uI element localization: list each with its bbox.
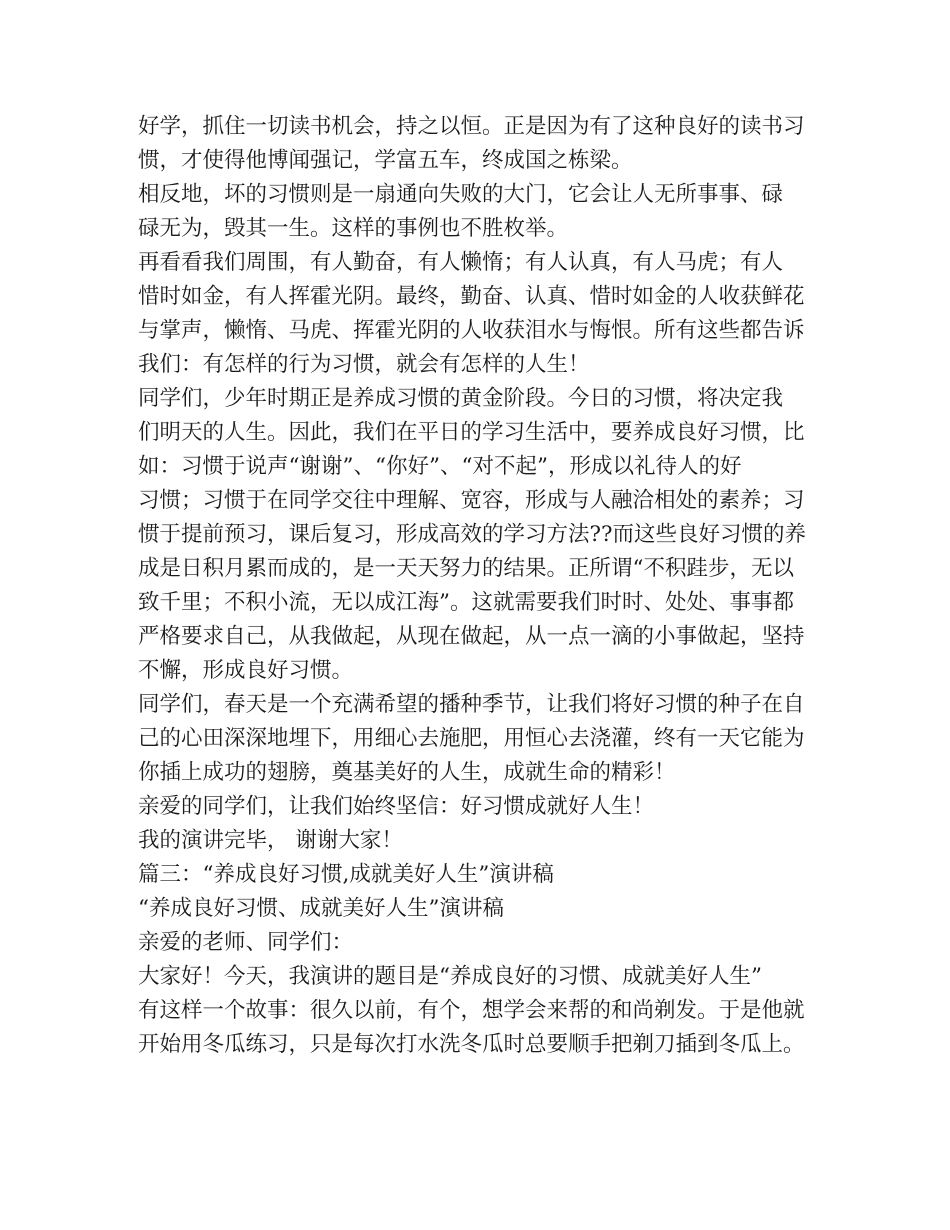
text-line: 你插上成功的翅膀，奠基美好的人生，成就生命的精彩！ bbox=[138, 760, 676, 785]
text-line: 惯于提前预习，课后复习，形成高效的学习方法??而这些良好习惯的养 bbox=[138, 522, 807, 547]
speech-title: “养成良好习惯、成就美好人生”演讲稿 bbox=[138, 896, 504, 921]
text-line: 同学们，春天是一个充满希望的播种季节，让我们将好习惯的种子在自 bbox=[138, 692, 805, 717]
text-line: 开始用冬瓜练习，只是每次打水洗冬瓜时总要顺手把剃刀插到冬瓜上。 bbox=[138, 1032, 805, 1057]
text-line: 大家好！今天，我演讲的题目是“养成良好的习惯、成就美好人生” bbox=[138, 964, 762, 989]
text-line: 如：习惯于说声“谢谢”、“你好”、“对不起”，形成以礼待人的好 bbox=[138, 454, 742, 479]
text-line: 我的演讲完毕， 谢谢大家！ bbox=[138, 828, 403, 853]
text-line: 己的心田深深地埋下，用细心去施肥，用恒心去浇灌，终有一天它能为 bbox=[138, 726, 805, 751]
text-line: 相反地，坏的习惯则是一扇通向失败的大门，它会让人无所事事、碌 bbox=[138, 182, 784, 207]
section-heading: 篇三：“养成良好习惯,成就美好人生”演讲稿 bbox=[138, 862, 554, 887]
text-line: 好学，抓住一切读书机会，持之以恒。正是因为有了这种良好的读书习 bbox=[138, 114, 805, 139]
text-line: 严格要求自己，从我做起，从现在做起，从一点一滴的小事做起，坚持 bbox=[138, 624, 805, 649]
text-line: 习惯；习惯于在同学交往中理解、宽容，形成与人融洽相处的素养；习 bbox=[138, 488, 805, 513]
text-line: 碌无为，毁其一生。这样的事例也不胜枚举。 bbox=[138, 216, 569, 241]
text-line: 致千里；不积小流，无以成江海”。这就需要我们时时、处处、事事都 bbox=[138, 590, 794, 615]
text-line: 惯，才使得他博闻强记，学富五车，终成国之栋梁。 bbox=[138, 148, 633, 173]
text-line: 与掌声，懒惰、马虎、挥霍光阴的人收获泪水与悔恨。所有这些都告诉 bbox=[138, 318, 805, 343]
text-line: 们明天的人生。因此，我们在平日的学习生活中，要养成良好习惯，比 bbox=[138, 420, 805, 445]
salutation: 亲爱的老师、同学们： bbox=[138, 930, 354, 955]
text-line: 成是日积月累而成的，是一天天努力的结果。正所谓“不积跬步，无以 bbox=[138, 556, 794, 581]
text-line: 惜时如金，有人挥霍光阴。最终，勤奋、认真、惜时如金的人收获鲜花 bbox=[138, 284, 805, 309]
text-line: 再看看我们周围，有人勤奋，有人懒惰；有人认真，有人马虎；有人 bbox=[138, 250, 784, 275]
document-body bbox=[138, 110, 818, 1062]
text-line: 同学们，少年时期正是养成习惯的黄金阶段。今日的习惯，将决定我 bbox=[138, 386, 784, 411]
text-line: 我们：有怎样的行为习惯，就会有怎样的人生！ bbox=[138, 352, 590, 377]
text-line: 亲爱的同学们，让我们始终坚信：好习惯成就好人生！ bbox=[138, 794, 655, 819]
text-line: 不懈，形成良好习惯。 bbox=[138, 658, 354, 683]
text-line: 有这样一个故事：很久以前，有个，想学会来帮的和尚剃发。于是他就 bbox=[138, 998, 805, 1023]
